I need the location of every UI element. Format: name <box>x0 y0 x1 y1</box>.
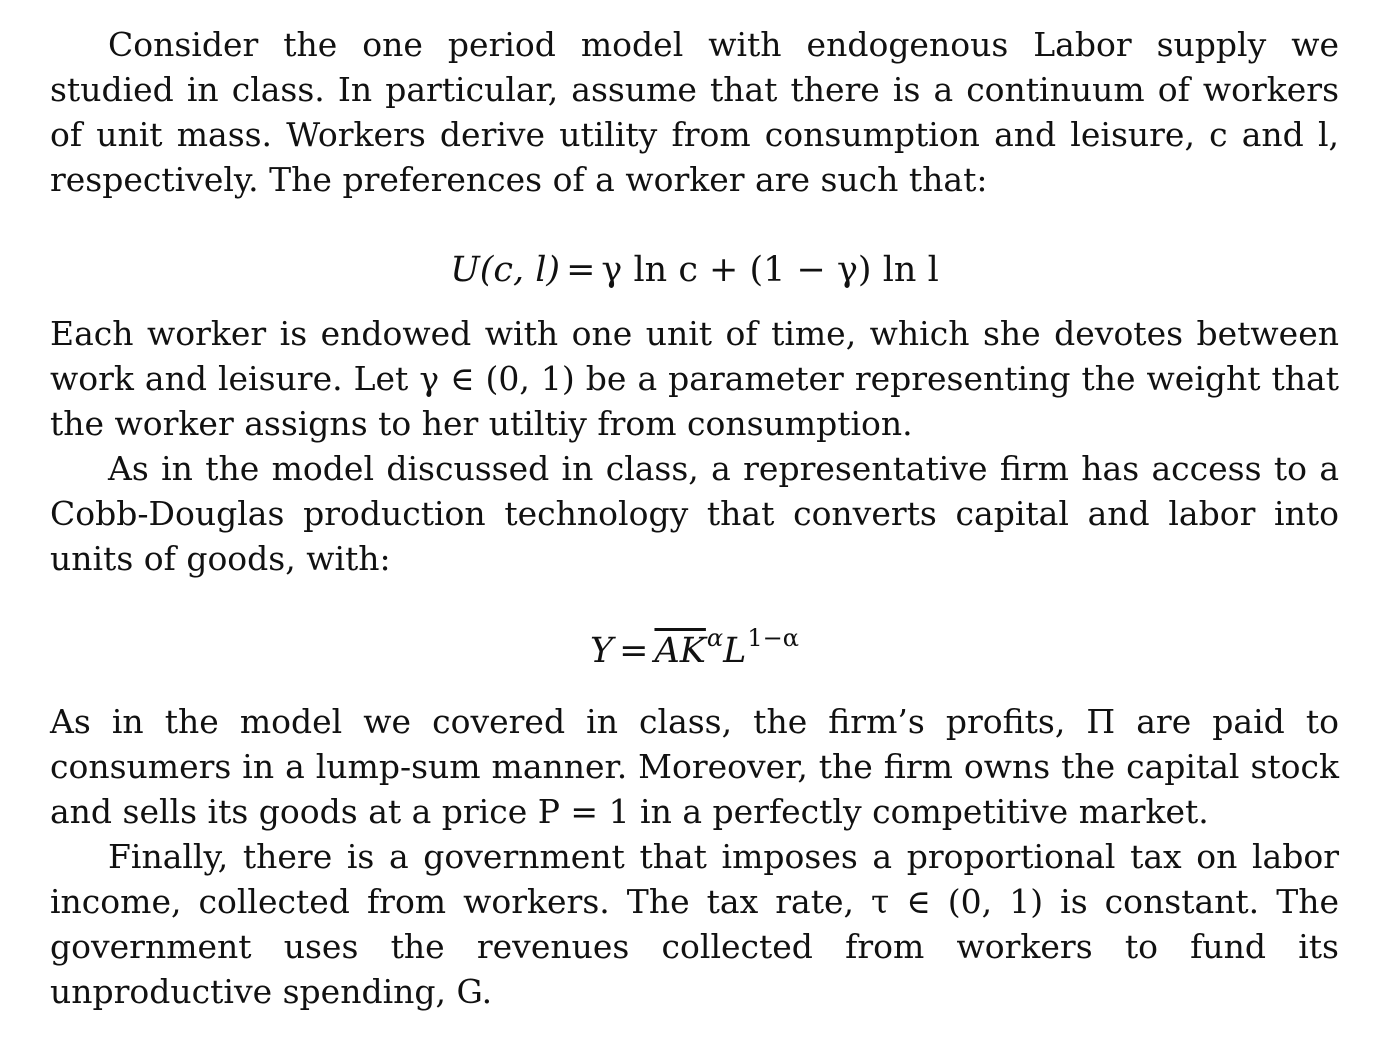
paragraph-government: Finally, there is a government that imposes a proportional tax on labor income, collected from workers. The tax rate, τ ∈ (0, 1) is constant. The government uses the revenues collected from workers to fund its unproductive spending, G. <box>50 837 1339 1011</box>
labor-exponent: 1−α <box>747 624 799 652</box>
capital-exponent: α <box>706 624 724 652</box>
paragraph-profits: As in the model we covered in class, the firm’s profits, Π are paid to consumers in a lump-sum manner. Moreover, the firm owns the capital stock and sells its goods at a price P = 1 in a perfectly competitive market. <box>50 702 1339 831</box>
utility-lhs: U(c, l) <box>450 250 561 290</box>
labor-term: L <box>723 631 747 671</box>
document-page <box>50 22 1339 1014</box>
production-equation <box>50 624 1339 677</box>
paragraph-model-intro: Consider the one period model with endogenous Labor supply we studied in class. In particular, assume that there is a continuum of workers of unit mass. Workers derive utility from consumption and leisure, c and l, respectively. The preferences of a worker are such that: <box>50 25 1339 199</box>
utility-equation <box>50 248 1339 293</box>
utility-equals: = <box>566 250 596 290</box>
capital-term: $\overline{AK}$ <box>654 631 706 671</box>
utility-rhs: γ ln c + (1 − γ) ln l <box>601 250 939 290</box>
paragraph-firm: As in the model discussed in class, a representative firm has access to a Cobb-Douglas production technology that converts capital and labor into units of goods, with: <box>50 449 1339 578</box>
production-lhs: Y <box>590 631 614 671</box>
production-equals: = <box>619 631 649 671</box>
paragraph-endowment: Each worker is endowed with one unit of time, which she devotes between work and leisure. Let γ ∈ (0, 1) be a parameter representing the weight that the worker assigns to her utiltiy from consumption. <box>50 314 1339 443</box>
